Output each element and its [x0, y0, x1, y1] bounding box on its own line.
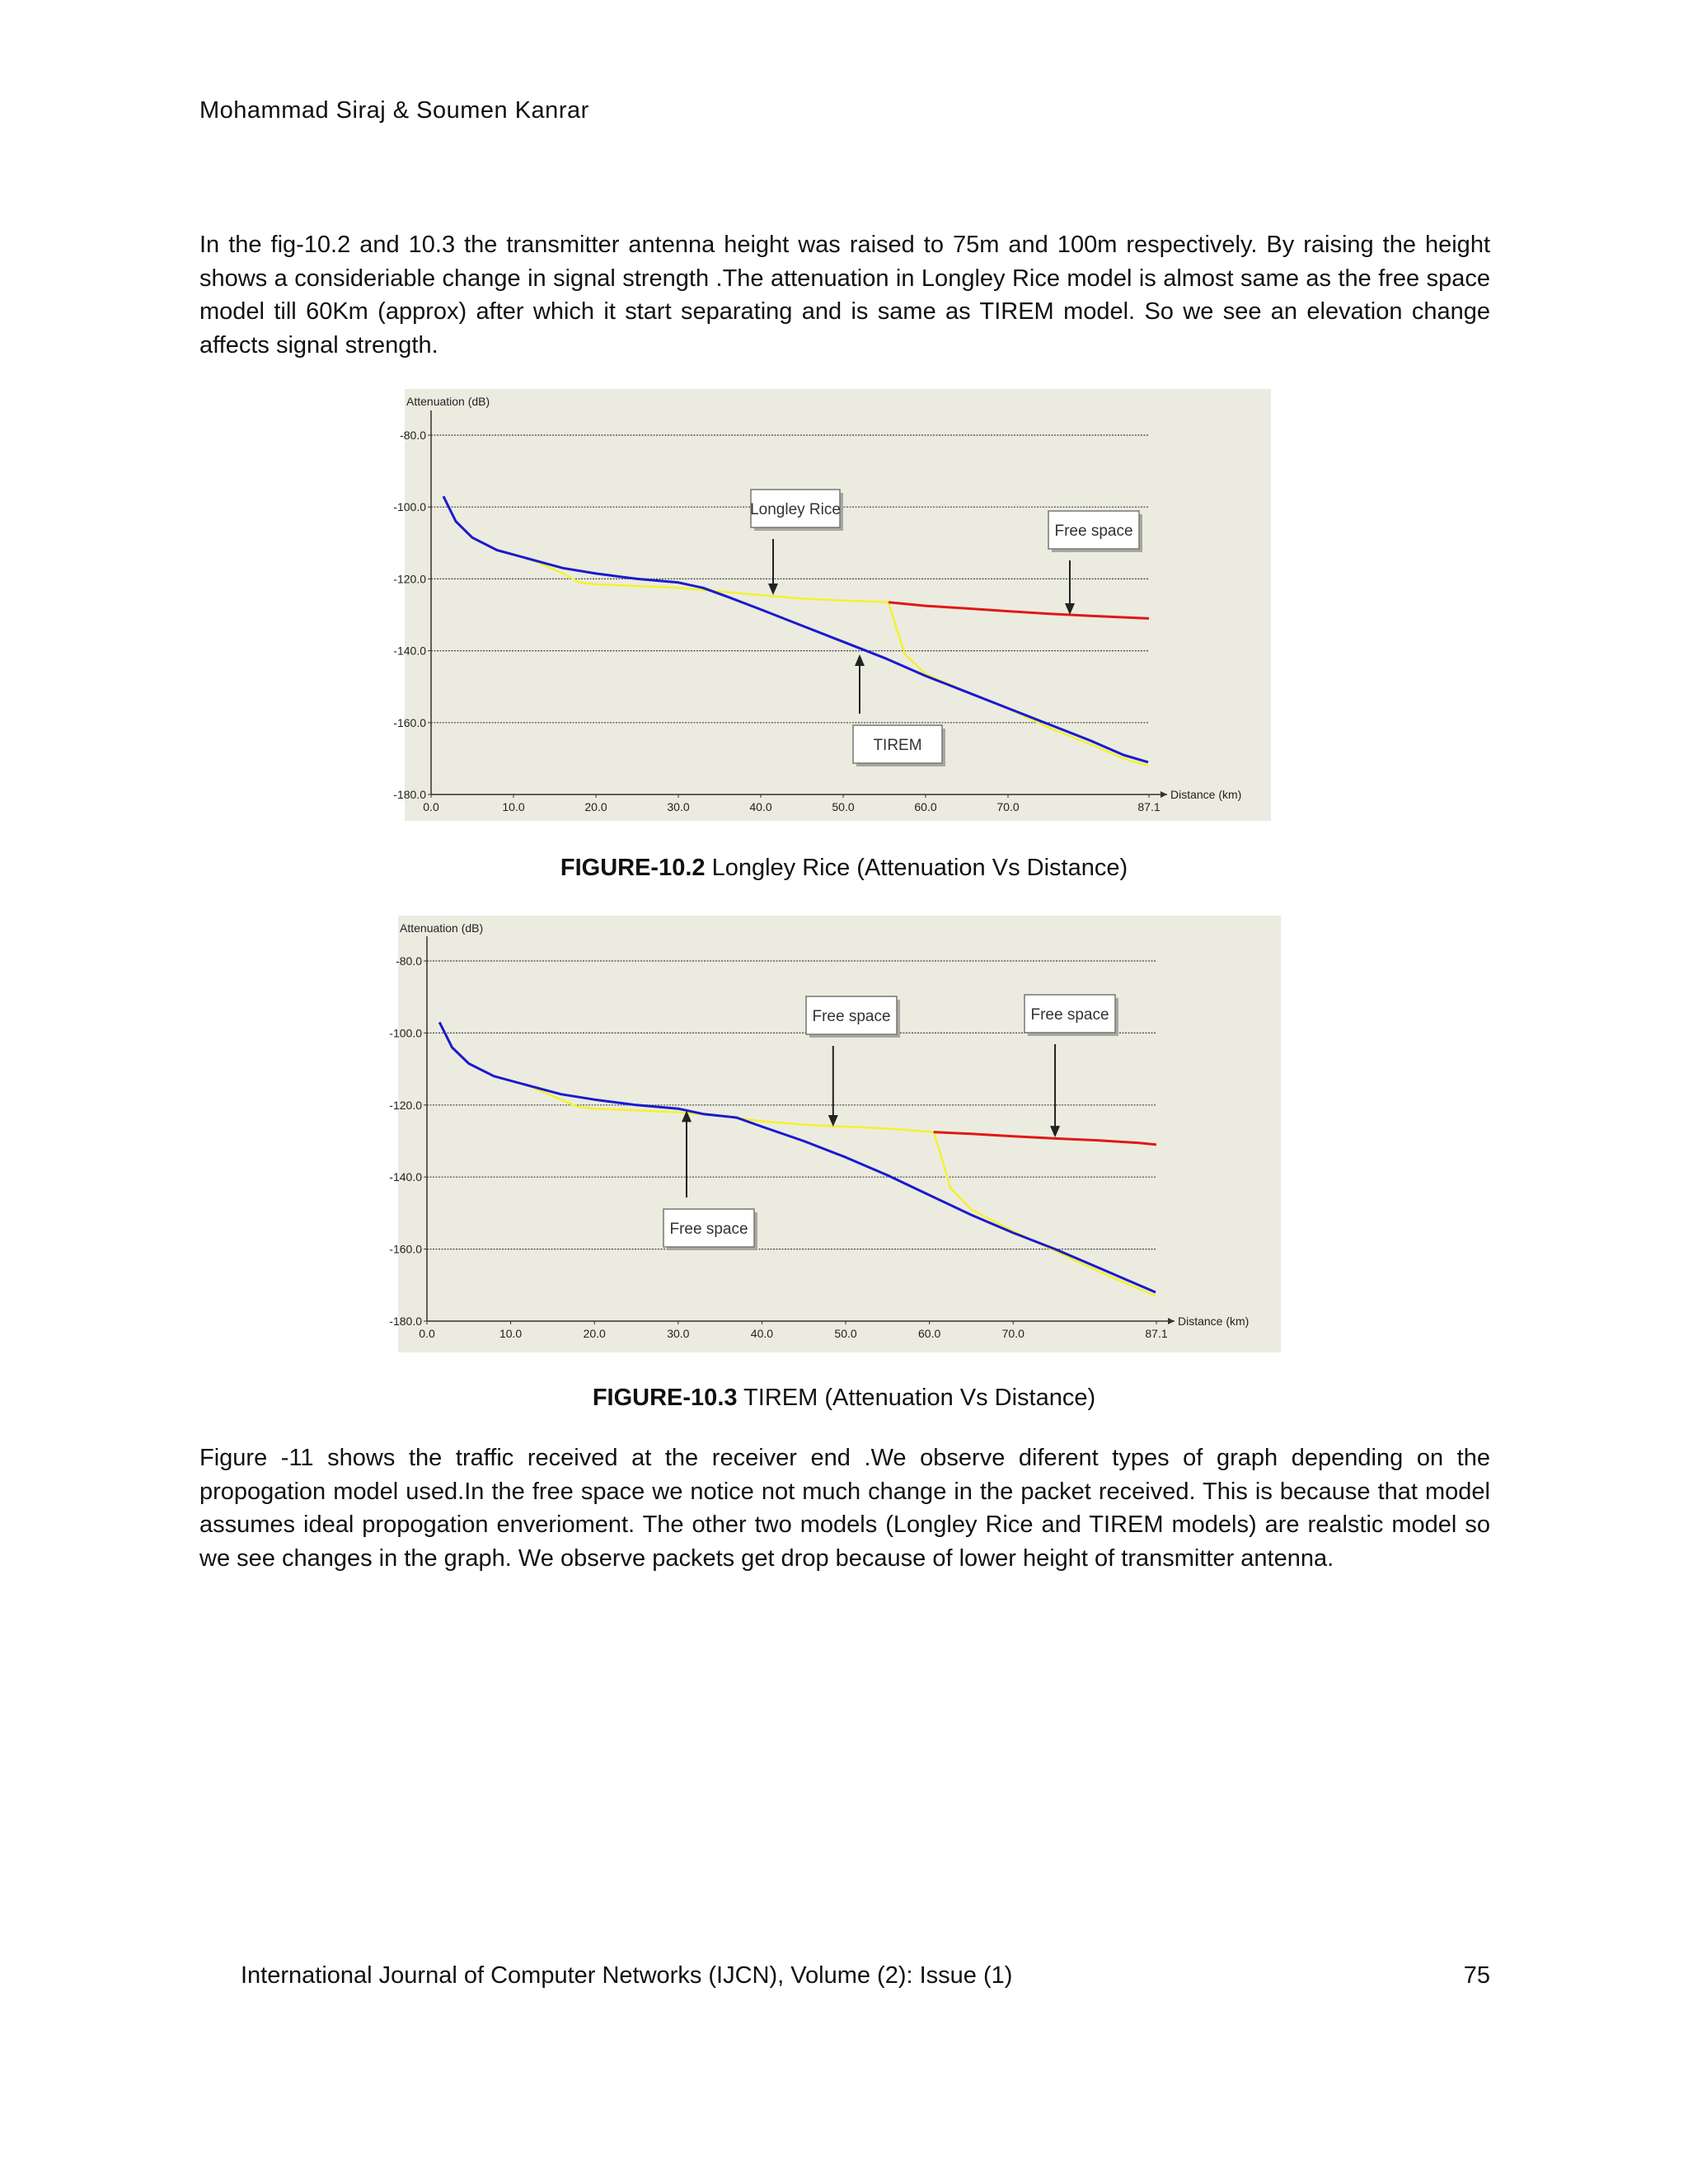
- y-tick-label: -160.0: [393, 715, 426, 729]
- x-tick-label: 0.0: [423, 800, 439, 813]
- x-tick-label: 50.0: [834, 1327, 857, 1340]
- callout-label: Free space: [669, 1221, 748, 1238]
- x-tick-label: 20.0: [583, 1327, 606, 1340]
- y-tick-label: -160.0: [389, 1242, 422, 1256]
- attenuation-chart: [389, 916, 1281, 1352]
- red-series-line: [889, 602, 1149, 619]
- y-tick-label: -140.0: [389, 1170, 422, 1184]
- x-tick-label: 10.0: [502, 800, 525, 813]
- x-tick-label: 30.0: [667, 1327, 690, 1340]
- y-tick-label: -100.0: [389, 1026, 422, 1040]
- y-tick-label: -140.0: [393, 644, 426, 658]
- callout-label: Longley Rice: [750, 501, 841, 518]
- page-number: 75: [1463, 1962, 1490, 1989]
- x-tick-label: 10.0: [499, 1327, 523, 1340]
- x-axis-label: Distance (km): [1170, 788, 1242, 801]
- body-paragraph: Figure -11 shows the traffic received at the receiver end .We observe diferent types of graph depending on the propogation model used.In the free space we notice not much change in the packet received. This is because that model assumes ideal propogation enverioment. The other two models (Longley Rice and TIREM models) are realstic model so we see changes in the graph. We observe packets get drop because of lower height of transmitter antenna.: [199, 1445, 1490, 1572]
- callout-arrowhead: [1050, 1126, 1060, 1137]
- y-tick-label: -180.0: [389, 1315, 422, 1328]
- x-tick-label: 40.0: [750, 1327, 774, 1340]
- y-axis-label: Attenuation (dB): [406, 395, 490, 408]
- x-tick-label: 70.0: [1001, 1327, 1025, 1340]
- callout-arrowhead: [855, 654, 865, 666]
- x-tick-label: 70.0: [996, 800, 1020, 813]
- red-series-line: [934, 1132, 1156, 1145]
- figure-label: FIGURE-10.3: [592, 1385, 738, 1411]
- x-axis-arrow: [1168, 1318, 1175, 1324]
- yellow-series-line: [530, 559, 1148, 766]
- callout-label: TIREM: [873, 737, 922, 754]
- figure-caption-text: TIREM (Attenuation Vs Distance): [737, 1385, 1096, 1411]
- attenuation-chart: [393, 389, 1271, 821]
- x-tick-label: 60.0: [918, 1327, 941, 1340]
- body-paragraph: In the fig-10.2 and 10.3 the transmitter antenna height was raised to 75m and 100m respectively. By raising the height shows a consideriable change in signal strength .The attenuation in Longley Rice model is almost same as the free space model till 60Km (approx) after which it start separating and is same as TIREM model. So we see an elevation change affects signal strength.: [199, 232, 1490, 359]
- y-tick-label: -180.0: [393, 788, 426, 801]
- yellow-series-line: [528, 1085, 1156, 1296]
- x-tick-label: 87.1: [1145, 1327, 1168, 1340]
- y-tick-label: -80.0: [396, 954, 422, 968]
- callout-label: Free space: [812, 1008, 891, 1025]
- x-tick-label: 87.1: [1137, 800, 1160, 813]
- x-tick-label: 30.0: [667, 800, 690, 813]
- blue-series-line: [439, 1022, 1156, 1292]
- x-tick-label: 0.0: [419, 1327, 435, 1340]
- y-tick-label: -80.0: [400, 429, 426, 442]
- figure-caption: [0, 1385, 1688, 1412]
- x-axis-arrow: [1160, 791, 1167, 798]
- x-tick-label: 60.0: [914, 800, 937, 813]
- x-tick-label: 50.0: [832, 800, 855, 813]
- callout-label: Free space: [1030, 1006, 1109, 1024]
- footer-journal: International Journal of Computer Networks (IJCN), Volume (2): Issue (1): [241, 1962, 1013, 1989]
- running-header: Mohammad Siraj & Soumen Kanrar: [199, 97, 589, 124]
- callout-arrowhead: [1065, 603, 1075, 615]
- figure-caption: [0, 855, 1688, 882]
- y-tick-label: -100.0: [393, 500, 426, 514]
- figure-label: FIGURE-10.2: [560, 855, 706, 881]
- chart-figure-10-2: [393, 389, 1271, 821]
- x-axis-label: Distance (km): [1178, 1315, 1250, 1328]
- y-tick-label: -120.0: [389, 1098, 422, 1112]
- chart-figure-10-3: [389, 916, 1281, 1352]
- figure-caption-text: Longley Rice (Attenuation Vs Distance): [705, 855, 1128, 881]
- y-tick-label: -120.0: [393, 572, 426, 586]
- x-tick-label: 40.0: [749, 800, 772, 813]
- callout-label: Free space: [1054, 523, 1133, 540]
- y-axis-label: Attenuation (dB): [400, 921, 484, 935]
- callout-arrowhead: [768, 583, 778, 595]
- x-tick-label: 20.0: [584, 800, 607, 813]
